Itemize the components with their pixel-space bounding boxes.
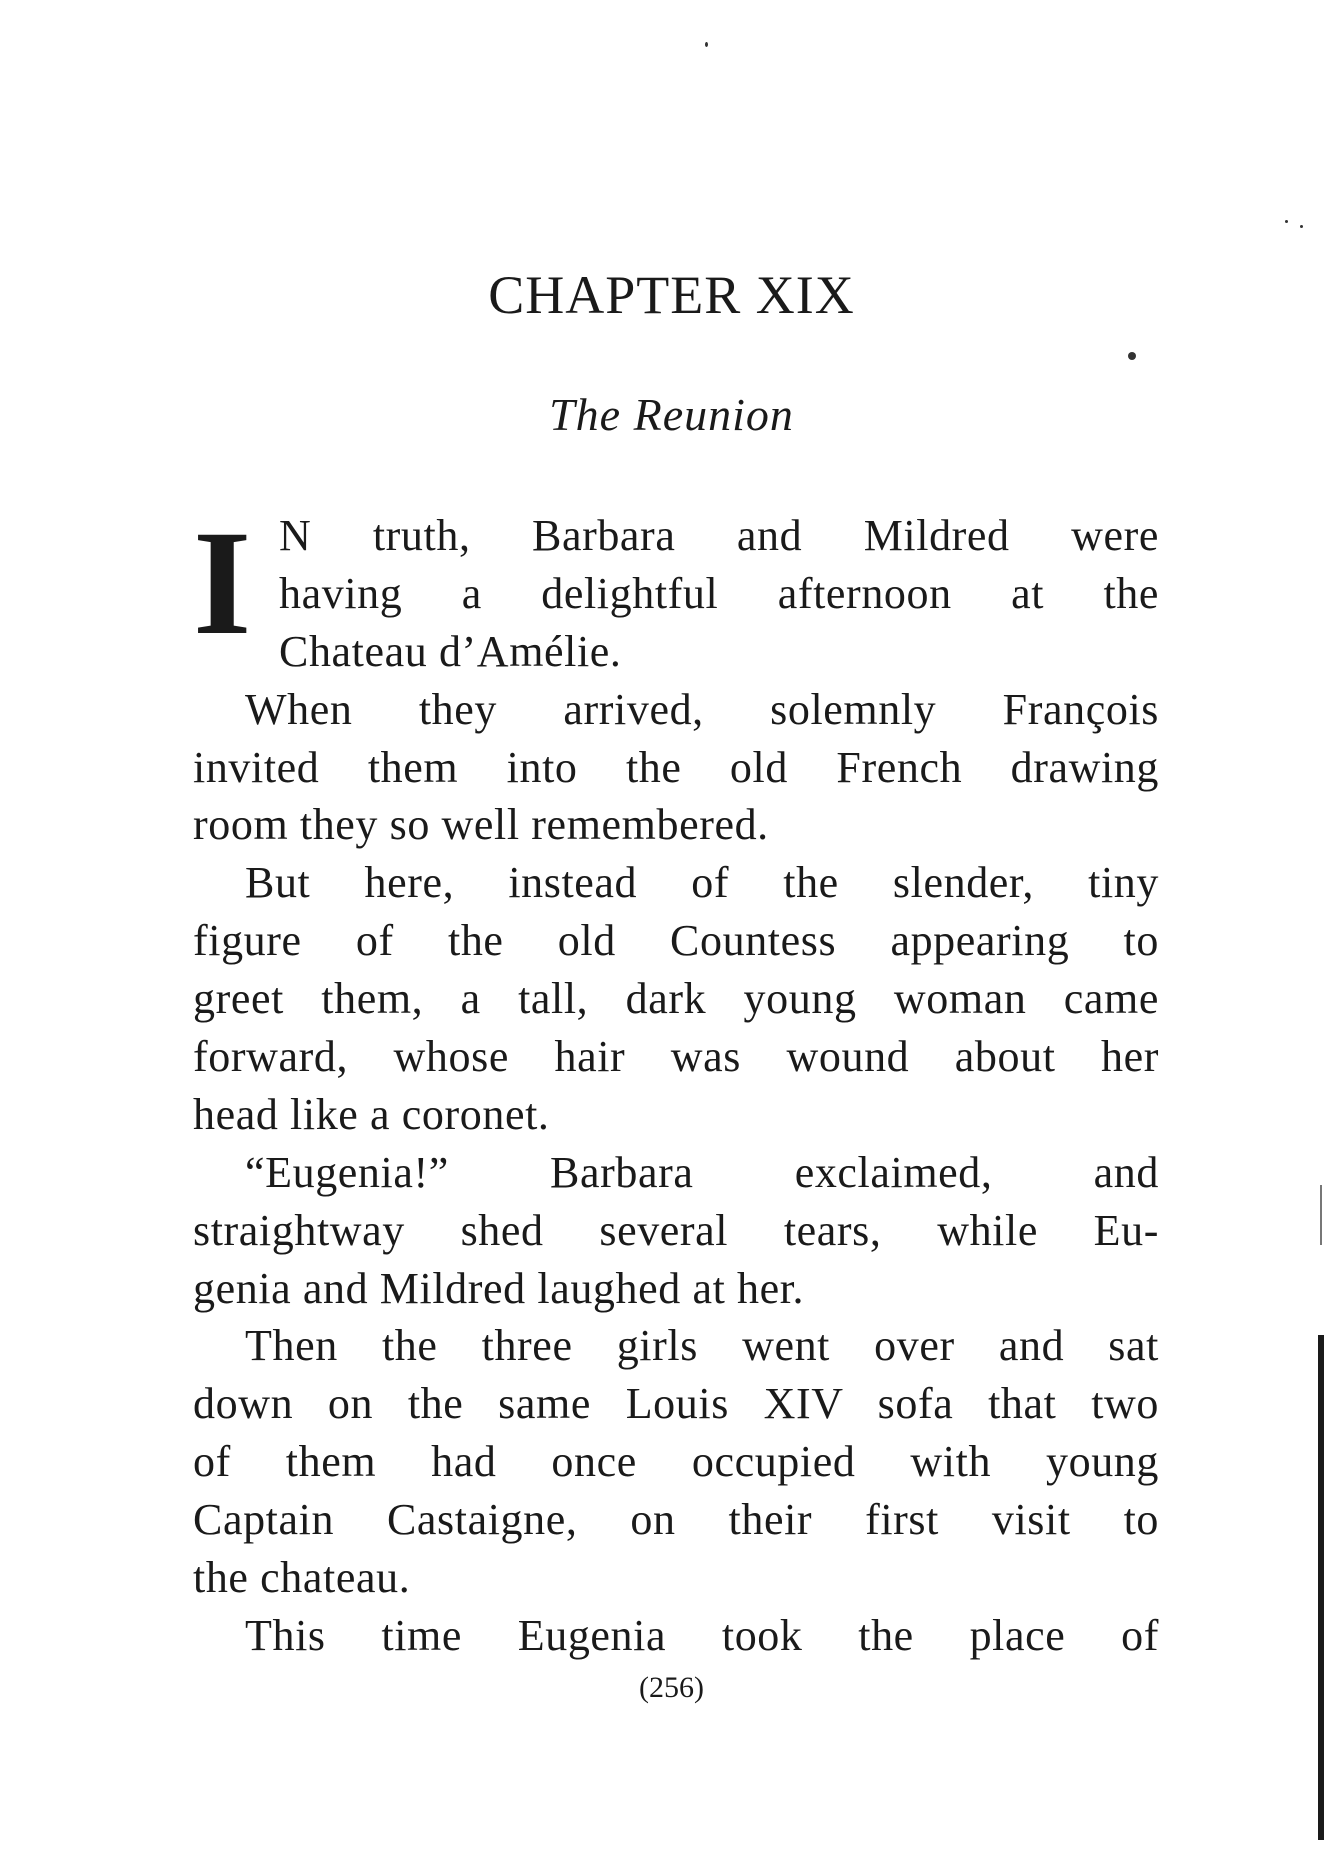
page-number: (256)	[639, 1671, 704, 1704]
scan-speck	[1128, 352, 1136, 360]
text-line: greet them, a tall, dark young woman came	[193, 974, 1159, 1024]
text-line: N truth, Barbara and Mildred were	[279, 511, 1159, 560]
drop-cap: I	[193, 500, 252, 666]
text-line: having a delightful afternoon at the	[279, 568, 1159, 618]
text-line: Then the three girls went over and sat	[245, 1321, 1159, 1371]
text-line: figure of the old Countess appearing to	[193, 916, 1159, 966]
page-edge-shadow	[1320, 1185, 1322, 1245]
text-line: of them had once occupied with young	[193, 1437, 1159, 1487]
text-line: genia and Mildred laughed at her.	[193, 1263, 805, 1313]
text-line: When they arrived, solemnly François	[245, 684, 1159, 734]
scan-speck	[705, 42, 708, 47]
scan-speck	[1300, 225, 1303, 228]
text-line: This time Eugenia took the place of	[245, 1610, 1159, 1660]
text-line: “Eugenia!” Barbara exclaimed, and	[245, 1147, 1159, 1197]
text-line: the chateau.	[193, 1553, 411, 1603]
page-edge-shadow	[1318, 1335, 1324, 1840]
text-line: But here, instead of the slender, tiny	[245, 858, 1159, 908]
chapter-subtitle: The Reunion	[549, 389, 794, 440]
text-line: head like a coronet.	[193, 1089, 550, 1139]
text-line: Captain Castaigne, on their first visit to	[193, 1495, 1159, 1545]
text-line: invited them into the old French drawing	[193, 742, 1159, 792]
text-line: room they so well remembered.	[193, 800, 769, 850]
scan-speck	[1285, 220, 1288, 223]
text-line: Chateau d’Amélie.	[279, 626, 622, 676]
text-line: straightway shed several tears, while Eu-	[193, 1205, 1159, 1255]
text-line: down on the same Louis XIV sofa that two	[193, 1379, 1159, 1429]
text-line: forward, whose hair was wound about her	[193, 1032, 1159, 1082]
chapter-heading: CHAPTER XIX	[488, 265, 855, 325]
chapter-body	[193, 500, 1159, 1665]
